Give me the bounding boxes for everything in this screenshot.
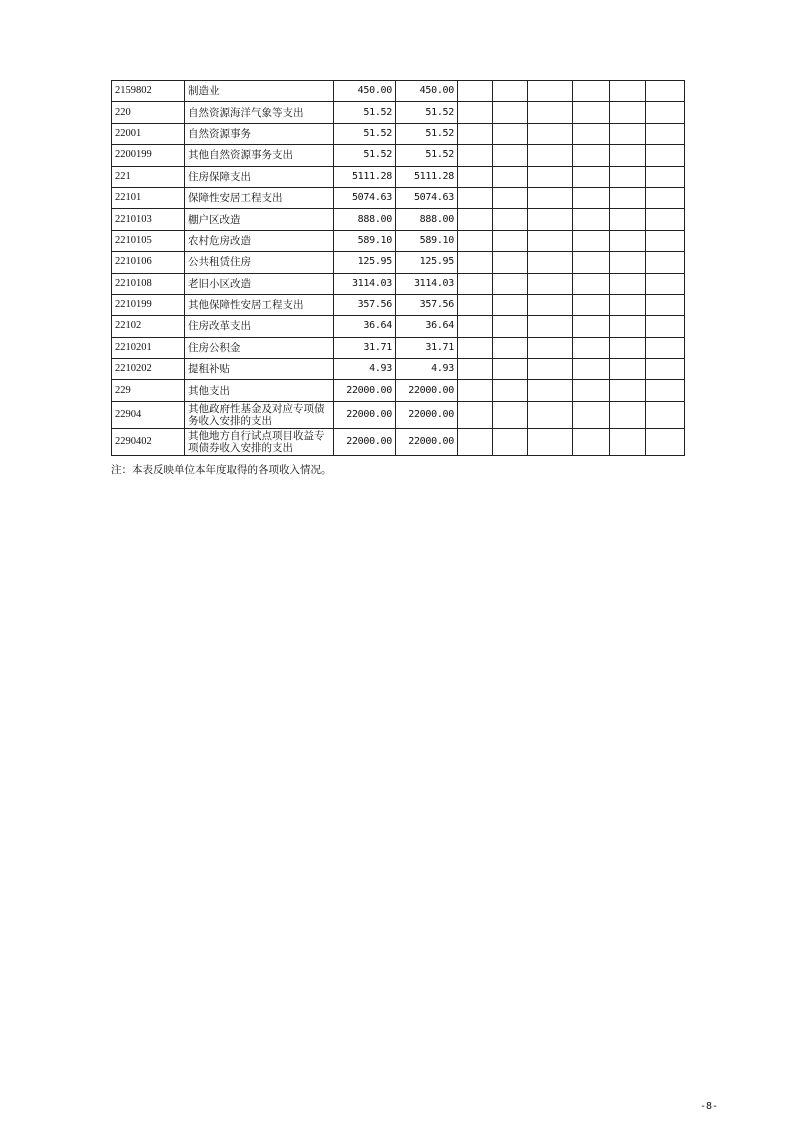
empty-cell <box>493 337 528 358</box>
empty-cell <box>458 337 493 358</box>
table-row <box>112 187 685 208</box>
empty-cell <box>646 81 685 102</box>
code-cell: 2210199 <box>112 294 185 315</box>
empty-cell <box>610 401 646 428</box>
empty-cell <box>610 316 646 337</box>
table-row <box>112 145 685 166</box>
empty-cell <box>610 81 646 102</box>
empty-cell <box>493 359 528 380</box>
budget-cell: 589.10 <box>396 230 458 251</box>
table-row <box>112 273 685 294</box>
name-cell: 老旧小区改造 <box>185 273 334 294</box>
empty-cell <box>528 273 573 294</box>
name-cell: 其他保障性安居工程支出 <box>185 294 334 315</box>
empty-cell <box>610 209 646 230</box>
empty-cell <box>573 428 610 455</box>
budget-cell: 51.52 <box>396 102 458 123</box>
table-row <box>112 359 685 380</box>
code-cell: 2210103 <box>112 209 185 230</box>
empty-cell <box>528 187 573 208</box>
name-cell: 其他自然资源事务支出 <box>185 145 334 166</box>
empty-cell <box>573 145 610 166</box>
empty-cell <box>458 252 493 273</box>
budget-cell: 357.56 <box>396 294 458 315</box>
name-cell: 自然资源事务 <box>185 123 334 144</box>
empty-cell <box>458 380 493 401</box>
empty-cell <box>646 145 685 166</box>
table-row <box>112 428 685 455</box>
empty-cell <box>528 316 573 337</box>
table-row <box>112 294 685 315</box>
budget-cell: 51.52 <box>396 123 458 144</box>
total-cell: 51.52 <box>334 102 396 123</box>
empty-cell <box>528 230 573 251</box>
empty-cell <box>528 145 573 166</box>
total-cell: 36.64 <box>334 316 396 337</box>
empty-cell <box>610 273 646 294</box>
name-cell: 其他支出 <box>185 380 334 401</box>
name-cell: 自然资源海洋气象等支出 <box>185 102 334 123</box>
empty-cell <box>646 359 685 380</box>
empty-cell <box>610 380 646 401</box>
empty-cell <box>493 187 528 208</box>
empty-cell <box>493 428 528 455</box>
budget-cell: 3114.03 <box>396 273 458 294</box>
empty-cell <box>646 209 685 230</box>
total-cell: 3114.03 <box>334 273 396 294</box>
empty-cell <box>646 102 685 123</box>
empty-cell <box>646 187 685 208</box>
empty-cell <box>646 401 685 428</box>
budget-cell: 4.93 <box>396 359 458 380</box>
table-row <box>112 209 685 230</box>
empty-cell <box>493 81 528 102</box>
empty-cell <box>573 230 610 251</box>
empty-cell <box>528 123 573 144</box>
empty-cell <box>458 359 493 380</box>
empty-cell <box>493 316 528 337</box>
empty-cell <box>573 359 610 380</box>
empty-cell <box>458 273 493 294</box>
empty-cell <box>493 230 528 251</box>
empty-cell <box>458 166 493 187</box>
empty-cell <box>493 273 528 294</box>
table-row <box>112 166 685 187</box>
name-cell: 公共租赁住房 <box>185 252 334 273</box>
total-cell: 5111.28 <box>334 166 396 187</box>
name-cell: 其他政府性基金及对应专项债务收入安排的支出 <box>185 401 334 428</box>
empty-cell <box>458 428 493 455</box>
empty-cell <box>573 187 610 208</box>
empty-cell <box>610 230 646 251</box>
total-cell: 51.52 <box>334 145 396 166</box>
empty-cell <box>646 230 685 251</box>
empty-cell <box>646 428 685 455</box>
empty-cell <box>528 359 573 380</box>
empty-cell <box>493 102 528 123</box>
code-cell: 2210105 <box>112 230 185 251</box>
total-cell: 888.00 <box>334 209 396 230</box>
empty-cell <box>493 294 528 315</box>
table-body <box>112 81 685 456</box>
table-note: 注：本表反映单位本年度取得的各项收入情况。 <box>111 464 332 476</box>
empty-cell <box>610 187 646 208</box>
code-cell: 22001 <box>112 123 185 144</box>
empty-cell <box>573 209 610 230</box>
empty-cell <box>610 359 646 380</box>
empty-cell <box>573 337 610 358</box>
empty-cell <box>458 123 493 144</box>
budget-cell: 125.95 <box>396 252 458 273</box>
code-cell: 2210108 <box>112 273 185 294</box>
budget-cell: 36.64 <box>396 316 458 337</box>
name-cell: 其他地方自行试点项目收益专项债券收入安排的支出 <box>185 428 334 455</box>
empty-cell <box>458 230 493 251</box>
budget-cell: 51.52 <box>396 145 458 166</box>
empty-cell <box>528 380 573 401</box>
empty-cell <box>528 401 573 428</box>
table-row <box>112 316 685 337</box>
budget-cell: 5074.63 <box>396 187 458 208</box>
empty-cell <box>528 252 573 273</box>
code-cell: 229 <box>112 380 185 401</box>
table-row <box>112 102 685 123</box>
total-cell: 125.95 <box>334 252 396 273</box>
total-cell: 450.00 <box>334 81 396 102</box>
total-cell: 357.56 <box>334 294 396 315</box>
name-cell: 住房改革支出 <box>185 316 334 337</box>
table-row <box>112 252 685 273</box>
empty-cell <box>573 166 610 187</box>
empty-cell <box>610 123 646 144</box>
empty-cell <box>610 145 646 166</box>
empty-cell <box>493 380 528 401</box>
code-cell: 22101 <box>112 187 185 208</box>
empty-cell <box>528 209 573 230</box>
name-cell: 保障性安居工程支出 <box>185 187 334 208</box>
empty-cell <box>646 337 685 358</box>
code-cell: 220 <box>112 102 185 123</box>
empty-cell <box>646 252 685 273</box>
empty-cell <box>458 294 493 315</box>
name-cell: 提租补贴 <box>185 359 334 380</box>
empty-cell <box>528 81 573 102</box>
empty-cell <box>528 337 573 358</box>
code-cell: 2290402 <box>112 428 185 455</box>
total-cell: 22000.00 <box>334 380 396 401</box>
total-cell: 4.93 <box>334 359 396 380</box>
empty-cell <box>493 145 528 166</box>
empty-cell <box>610 252 646 273</box>
budget-cell: 888.00 <box>396 209 458 230</box>
empty-cell <box>646 294 685 315</box>
empty-cell <box>458 145 493 166</box>
empty-cell <box>493 401 528 428</box>
empty-cell <box>610 102 646 123</box>
budget-table <box>111 80 685 456</box>
empty-cell <box>573 252 610 273</box>
empty-cell <box>646 123 685 144</box>
empty-cell <box>458 209 493 230</box>
empty-cell <box>528 102 573 123</box>
name-cell: 制造业 <box>185 81 334 102</box>
empty-cell <box>458 81 493 102</box>
budget-cell: 22000.00 <box>396 380 458 401</box>
code-cell: 221 <box>112 166 185 187</box>
name-cell: 住房公积金 <box>185 337 334 358</box>
name-cell: 住房保障支出 <box>185 166 334 187</box>
total-cell: 5074.63 <box>334 187 396 208</box>
empty-cell <box>528 166 573 187</box>
table-row <box>112 337 685 358</box>
empty-cell <box>458 102 493 123</box>
name-cell: 农村危房改造 <box>185 230 334 251</box>
empty-cell <box>458 401 493 428</box>
code-cell: 2210201 <box>112 337 185 358</box>
empty-cell <box>528 294 573 315</box>
empty-cell <box>493 252 528 273</box>
empty-cell <box>610 166 646 187</box>
table-row <box>112 123 685 144</box>
empty-cell <box>610 428 646 455</box>
empty-cell <box>458 187 493 208</box>
empty-cell <box>610 337 646 358</box>
total-cell: 51.52 <box>334 123 396 144</box>
empty-cell <box>528 428 573 455</box>
empty-cell <box>573 294 610 315</box>
total-cell: 31.71 <box>334 337 396 358</box>
name-cell: 棚户区改造 <box>185 209 334 230</box>
empty-cell <box>573 380 610 401</box>
empty-cell <box>573 273 610 294</box>
budget-cell: 31.71 <box>396 337 458 358</box>
page-number: -8- <box>700 1101 719 1112</box>
table-row <box>112 81 685 102</box>
code-cell: 2200199 <box>112 145 185 166</box>
empty-cell <box>646 166 685 187</box>
total-cell: 22000.00 <box>334 401 396 428</box>
total-cell: 589.10 <box>334 230 396 251</box>
budget-cell: 22000.00 <box>396 428 458 455</box>
empty-cell <box>493 166 528 187</box>
total-cell: 22000.00 <box>334 428 396 455</box>
empty-cell <box>646 273 685 294</box>
table-row <box>112 230 685 251</box>
empty-cell <box>573 316 610 337</box>
empty-cell <box>493 123 528 144</box>
code-cell: 2210106 <box>112 252 185 273</box>
empty-cell <box>458 316 493 337</box>
empty-cell <box>573 81 610 102</box>
empty-cell <box>573 102 610 123</box>
table-row <box>112 380 685 401</box>
empty-cell <box>573 123 610 144</box>
budget-cell: 5111.28 <box>396 166 458 187</box>
code-cell: 2210202 <box>112 359 185 380</box>
empty-cell <box>610 294 646 315</box>
empty-cell <box>646 316 685 337</box>
table-row <box>112 401 685 428</box>
code-cell: 22102 <box>112 316 185 337</box>
budget-cell: 450.00 <box>396 81 458 102</box>
empty-cell <box>646 380 685 401</box>
budget-cell: 22000.00 <box>396 401 458 428</box>
empty-cell <box>573 401 610 428</box>
code-cell: 2159802 <box>112 81 185 102</box>
empty-cell <box>493 209 528 230</box>
code-cell: 22904 <box>112 401 185 428</box>
